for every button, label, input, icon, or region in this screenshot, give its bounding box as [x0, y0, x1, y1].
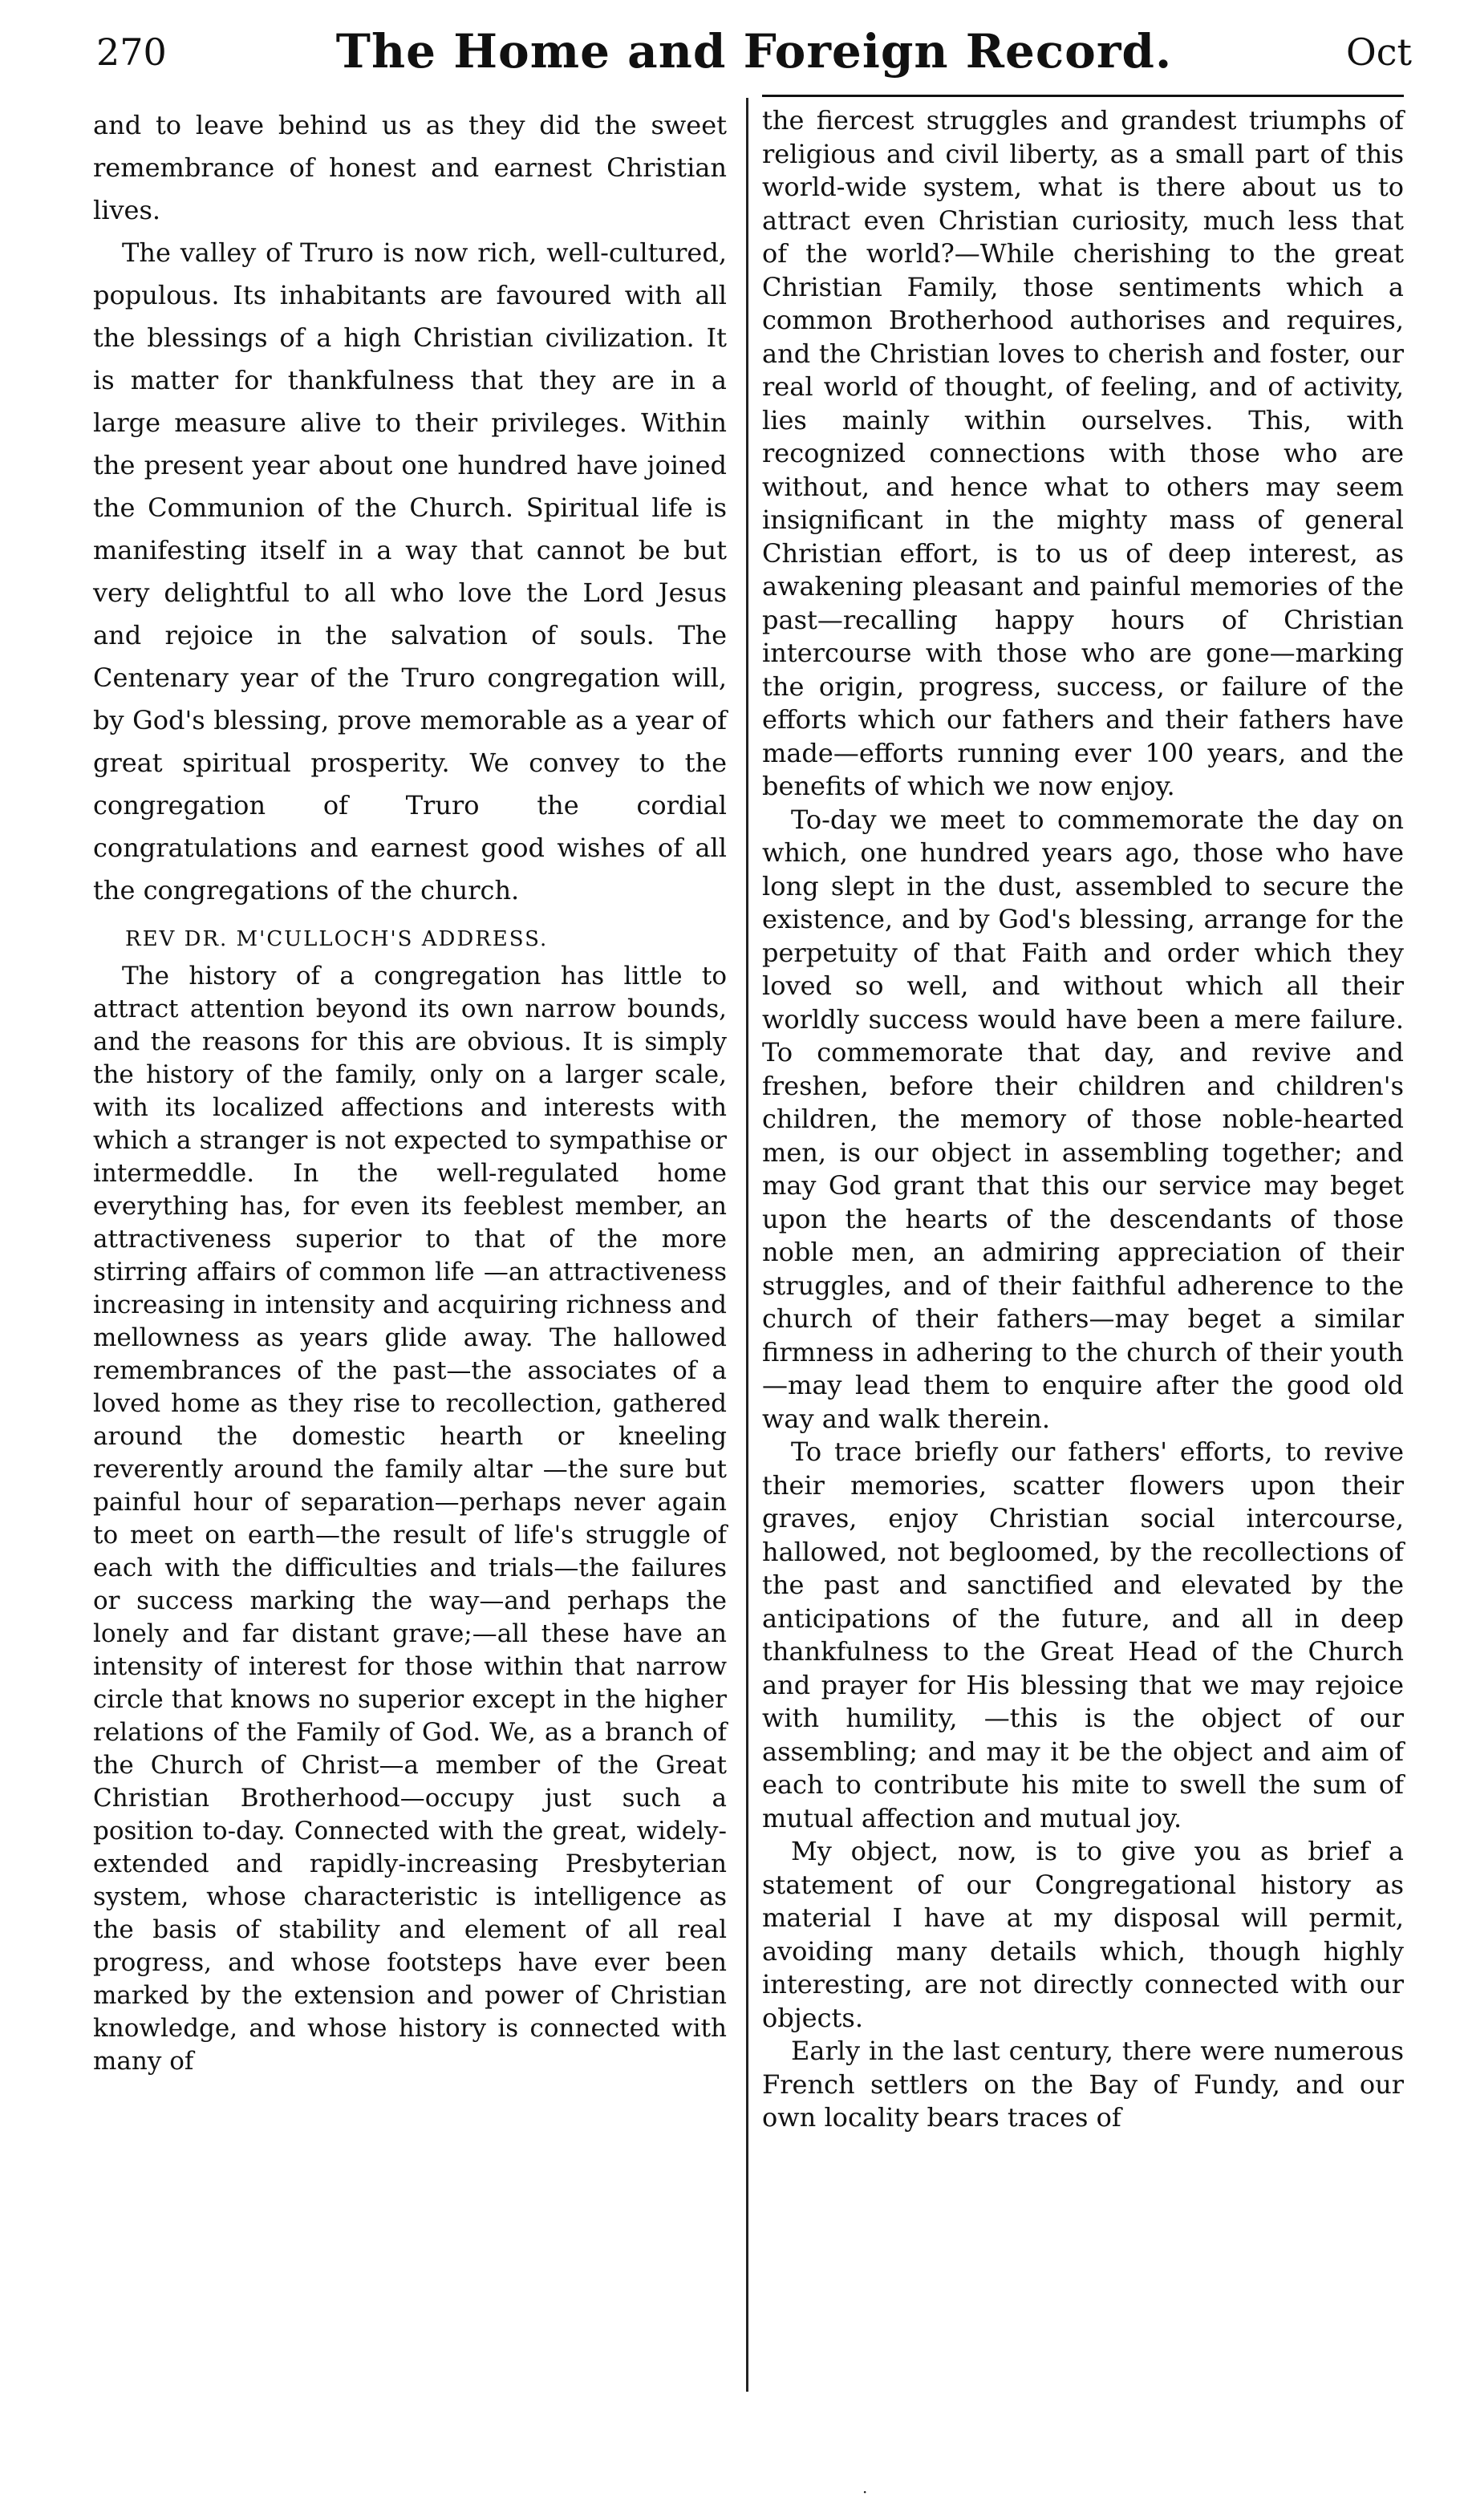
paragraph: The history of a congregation has little to attract attention beyond its own narrow bounds, and the reasons for this are obvious. It is simply the history of the family, only on a larger scale, with its localized affections and interests with which a stranger is not expected to sympathise or intermeddle. In the well-regulated home everything has, for even its feeblest member, an attractiveness superior to that of the more stirring affairs of common life —an attractiveness increasing in intensity and acquiring richness and mellowness as years glide away. The hallowed remembrances of the past—the associates of a loved home as they rise to recollection, gathered around the domestic hearth or kneeling reverently around the family altar —the sure but painful hour of separation—perhaps never again to meet on earth—the result of life's struggle of each with the difficulties and trials—the failures or success marking the way—and perhaps the lonely and far distant grave;—all these have an intensity of interest for those within that narrow circle that knows no superior except in the higher relations of the Family of God. We, as a branch of the Church of Christ—a member of the Great Christian Brotherhood—occupy just such a position to-day. Connected with the great, widely-extended and rapidly-increasing Presbyterian system, whose characteristic is intelligence as the basis of stability and element of all real progress, and whose footsteps have ever been marked by the extension and power of Christian knowledge, and whose history is connected with many of — [93, 962, 727, 2076]
paragraph: The valley of Truro is now rich, well-cultured, populous. Its inhabitants are favoured with all the blessings of a high Christian civilization. It is matter for thankfulness that they are in a large measure alive to their privileges. Within the present year about one hundred have joined the Communion of the Church. Spiritual life is manifesting itself in a way that cannot be but very delightful to all who love the Lord Jesus and rejoice in the salvation of souls. The Centenary year of the Truro congregation will, by God's blessing, prove memorable as a year of great spiritual prosperity. We convey to the congregation of Truro the cordial congratulations and earnest good wishes of all the congregations of the church. — [93, 237, 727, 905]
paragraph: and to leave behind us as they did the sweet remembrance of honest and earnest Christian lives. — [93, 110, 727, 225]
right-column — [762, 104, 1404, 2135]
section-heading: REV DR. M'CULLOCH'S ADDRESS. — [125, 927, 549, 951]
issue-month: Oct — [1346, 30, 1412, 74]
running-header — [96, 24, 1412, 96]
paragraph: My object, now, is to give you as brief a statement of our Congregational history as material I have at my disposal will permit, avoiding many details which, though highly interesting, are not directly connected with our objects. — [762, 1836, 1404, 2033]
print-mark: · — [862, 2482, 868, 2502]
paragraph: To trace briefly our fathers' efforts, to revive their memories, scatter flowers upon their graves, enjoy Christian social intercourse, hallowed, not begloomed, by the recollections of the past and sanctified and elevated by the anticipations of the future, and all in deep thankfulness to the Great Head of the Church and prayer for His blessing that we may rejoice with humility, —this is the object of our assembling; and may it be the object and aim of each to contribute his mite to swell the sum of mutual affection and mutual joy. — [762, 1436, 1404, 1833]
column-divider — [746, 98, 748, 2392]
page-number: 270 — [96, 30, 167, 74]
header-rule — [762, 95, 1404, 97]
paragraph: Early in the last century, there were numerous French settlers on the Bay of Fundy, and our own locality bears traces of — [762, 2036, 1404, 2133]
journal-title: The Home and Foreign Record. — [335, 24, 1173, 79]
paragraph: To-day we meet to commemorate the day on which, one hundred years ago, those who have long slept in the dust, assembled to secure the existence, and by God's blessing, arrange for the perpetuity of that Faith and order which they loved so well, and without which all their worldly success would have been a mere failure. To commemorate that day, and revive and freshen, before their children and children's children, the memory of those noble-hearted men, is our object in assembling together; and may God grant that this our service may beget upon the hearts of the descendants of those noble men, an admiring appreciation of their struggles, and of their faithful adherence to the church of their fathers—may beget a similar firmness in adhering to the church of their youth—may lead them to enquire after the good old way and walk therein. — [762, 804, 1404, 1434]
paragraph: the fiercest struggles and grandest triumphs of religious and civil liberty, as a small part of this world-wide system, what is there about us to attract even Christian curiosity, much less that of the world?—While cherishing to the great Christian Family, those sentiments which a common Brotherhood authorises and requires, and the Christian loves to cherish and foster, our real world of thought, of feeling, and of activity, lies mainly within ourselves. This, with recognized connections with those who are without, and hence what to others may seem insignificant in the mighty mass of general Christian effort, is to us of deep interest, as awakening pleasant and painful memories of the past—recalling happy hours of Christian intercourse with those who are gone—marking the origin, progress, success, or failure of the efforts which our fathers and their fathers have made—efforts running ever 100 years, and the benefits of which we now enjoy. — [762, 105, 1404, 801]
left-column — [93, 104, 727, 2078]
